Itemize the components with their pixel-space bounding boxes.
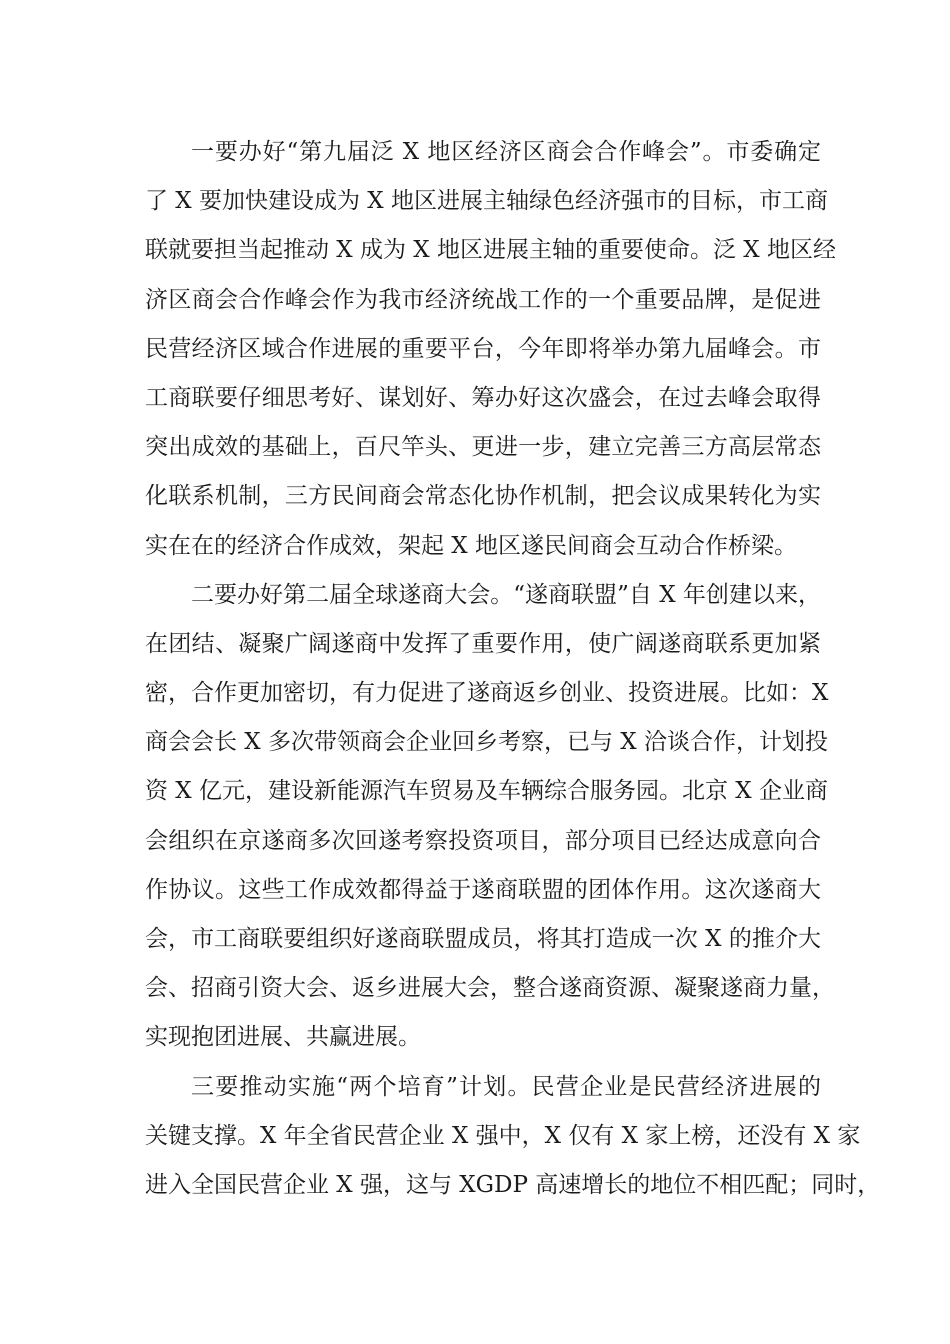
text-line: 实在在的经济合作成效，架起 X 地区遂民间商会互动合作桥梁。: [145, 532, 797, 559]
paragraph-3: [145, 1063, 881, 1211]
text-line: 关键支撑。X 年全省民营企业 X 强中，X 仅有 X 家上榜，还没有 X 家: [145, 1122, 861, 1149]
text-line: 实现抱团进展、共赢进展。: [145, 1024, 421, 1051]
text-line: 作协议。这些工作成效都得益于遂商联盟的团体作用。这次遂商大: [145, 876, 821, 903]
text-line: 密，合作更加密切，有力促进了遂商返乡创业、投资进展。比如：X: [145, 680, 829, 707]
text-line: 资 X 亿元，建设新能源汽车贸易及车辆综合服务园。北京 X 企业商: [145, 778, 828, 805]
text-line: 工商联要仔细思考好、谋划好、筹办好这次盛会，在过去峰会取得: [145, 384, 821, 411]
text-line: 济区商会合作峰会作为我市经济统战工作的一个重要品牌，是促进: [145, 286, 821, 313]
text-line: 会组织在京遂商多次回遂考察投资项目，部分项目已经达成意向合: [145, 827, 821, 854]
text-line: 一要办好“第九届泛 X 地区经济区商会合作峰会”。市委确定: [191, 139, 821, 165]
text-line: 突出成效的基础上，百尺竿头、更进一步，建立完善三方高层常态: [145, 434, 821, 461]
text-line: 商会会长 X 多次带领商会企业回乡考察，已与 X 洽谈合作，计划投: [145, 729, 828, 756]
text-line: 进入全国民营企业 X 强，这与 XGDP 高速增长的地位不相匹配；同时，: [145, 1171, 881, 1198]
text-line: 二要办好第二届全球遂商大会。“遂商联盟”自 X 年创建以来，: [191, 581, 821, 608]
text-line: 会，市工商联要组织好遂商联盟成员，将其打造成一次 X 的推介大: [145, 926, 821, 952]
text-line: 三要推动实施“两个培育”计划。民营企业是民营经济进展的: [191, 1073, 821, 1100]
text-line: 会、招商引资大会、返乡进展大会，整合遂商资源、凝聚遂商力量，: [145, 975, 835, 1002]
text-line: 化联系机制，三方民间商会常态化协作机制，把会议成果转化为实: [145, 483, 821, 510]
paragraph-2: [145, 571, 835, 1063]
document-body: [145, 128, 881, 1210]
paragraph-1: [145, 128, 836, 571]
text-line: 在团结、凝聚广阔遂商中发挥了重要作用，使广阔遂商联系更加紧: [145, 630, 821, 657]
text-line: 民营经济区域合作进展的重要平台，今年即将举办第九届峰会。市: [145, 335, 821, 362]
text-line: 了 X 要加快建设成为 X 地区进展主轴绿色经济强市的目标，市工商: [145, 188, 828, 215]
text-line: 联就要担当起推动 X 成为 X 地区进展主轴的重要使命。泛 X 地区经: [145, 237, 836, 264]
